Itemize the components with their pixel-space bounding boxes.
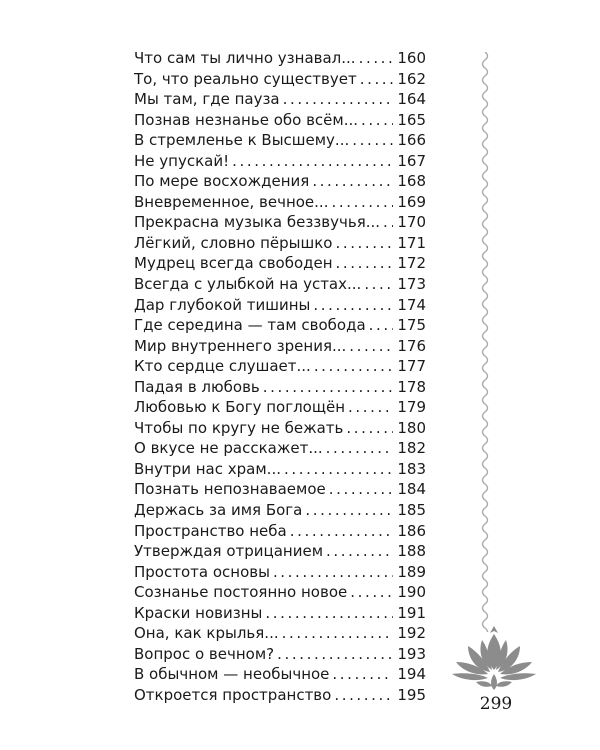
toc-entry [134,603,426,624]
toc-entry-title: Познав незнанье обо всём... [134,110,359,129]
toc-entry-title: Всегда с улыбкой на устах... [134,275,362,294]
toc-entry-title: Мир внутреннего зрения... [134,336,347,355]
toc-entry [134,192,426,213]
toc-entry-page: 189 [397,562,426,581]
toc-leader-dots [350,582,393,603]
toc-leader-dots [326,541,393,562]
toc-entry-title: Внутри нас храм... [134,459,281,478]
toc-leader-dots [263,377,394,398]
toc-leader-dots [359,48,394,69]
toc-entry-title: Мы там, где пауза [134,90,280,109]
toc-entry [134,418,426,439]
toc-leader-dots [326,438,394,459]
page-number: 299 [479,694,513,714]
toc-entry-title: Держась за имя Бога [134,501,303,520]
toc-entry [134,582,426,603]
toc-entry-title: Утверждая отрицанием [134,542,324,561]
toc-leader-dots [277,644,393,665]
toc-entry-title: Мудрец всегда свободен [134,254,333,273]
toc-entry-page: 192 [397,624,426,643]
toc-entry-page: 185 [397,501,426,520]
toc-entry [134,336,426,357]
toc-entry [134,664,426,685]
toc-entry [134,274,426,295]
toc-entry-page: 193 [397,644,426,663]
toc-leader-dots [369,315,394,336]
toc-entry-title: Она, как крылья... [134,624,279,643]
toc-entry [134,562,426,583]
toc-leader-dots [332,664,393,685]
toc-entry-title: В обычном — необычное [134,665,330,684]
toc-entry-title: Где середина — там свобода [134,316,366,335]
toc-entry-title: То, что реально существует [134,69,357,88]
toc-entry-page: 166 [397,131,426,150]
wavy-divider-line [478,52,492,632]
toc-entry-page: 179 [397,398,426,417]
toc-entry-page: 195 [397,685,426,704]
toc-entry-title: Не упускай! [134,151,230,170]
toc-leader-dots [349,336,393,357]
toc-entry [134,438,426,459]
toc-leader-dots [313,295,393,316]
toc-entry [134,377,426,398]
toc-entry-page: 180 [397,418,426,437]
toc-leader-dots [334,685,393,706]
toc-leader-dots [383,212,393,233]
toc-leader-dots [336,253,394,274]
toc-entry [134,685,426,706]
toc-entry [134,479,426,500]
toc-entry-title: В стремленье к Высшему... [134,131,350,150]
toc-entry [134,356,426,377]
toc-entry-page: 160 [397,49,426,67]
toc-entry-title: По мере восхождения [134,172,310,191]
toc-leader-dots [364,274,393,295]
toc-entry [134,48,426,69]
toc-entry [134,459,426,480]
toc-leader-dots [284,459,393,480]
toc-entry-page: 190 [397,583,426,602]
toc-entry-title: Чтобы по кругу не бежать [134,418,344,437]
toc-leader-dots [348,397,393,418]
toc-entry-title: Лёгкий, словно пёрышко [134,233,333,252]
toc-entry-page: 168 [397,172,426,191]
toc-entry-page: 186 [397,521,426,540]
toc-entry-page: 177 [397,357,426,376]
toc-entry-page: 194 [397,665,426,684]
toc-entry [134,171,426,192]
toc-entry-page: 178 [397,377,426,396]
toc-entry-page: 170 [397,213,426,232]
toc-entry [134,151,426,172]
toc-entry-title: Краски новизны [134,603,263,622]
toc-leader-dots [314,356,394,377]
toc-entry [134,69,426,90]
toc-entry-title: Пространство неба [134,521,287,540]
toc-entry-page: 165 [397,110,426,129]
toc-leader-dots [283,89,394,110]
toc-entry [134,397,426,418]
table-of-contents [134,48,426,706]
toc-entry-title: Падая в любовь [134,377,260,396]
toc-entry-title: Сознанье постоянно новое [134,583,348,602]
toc-entry-page: 182 [397,439,426,458]
toc-entry-title: Вневременное, вечное... [134,192,329,211]
toc-leader-dots [290,521,394,542]
toc-entry-page: 164 [397,90,426,109]
toc-entry [134,500,426,521]
toc-entry-title: Прекрасна музыка беззвучья... [134,213,381,232]
toc-leader-dots [265,603,393,624]
toc-entry-page: 171 [397,233,426,252]
toc-entry [134,295,426,316]
toc-leader-dots [335,233,393,254]
toc-entry-page: 167 [397,151,426,170]
toc-entry [134,89,426,110]
toc-entry-page: 184 [397,480,426,499]
toc-leader-dots [273,562,393,583]
toc-entry-page: 172 [397,254,426,273]
lotus-icon [452,626,536,690]
toc-entry-page: 162 [397,69,426,88]
toc-entry-page: 169 [397,192,426,211]
toc-leader-dots [361,110,393,131]
toc-leader-dots [360,69,394,90]
toc-leader-dots [352,130,393,151]
toc-entry [134,233,426,254]
toc-entry-page: 188 [397,542,426,561]
toc-entry [134,623,426,644]
toc-entry [134,130,426,151]
toc-entry-title: Кто сердце слушает... [134,357,311,376]
toc-entry-title: Любовью к Богу поглощён [134,398,346,417]
toc-leader-dots [346,418,393,439]
toc-entry [134,110,426,131]
toc-leader-dots [329,479,394,500]
toc-entry-title: Дар глубокой тишины [134,295,311,314]
toc-entry-page: 174 [397,295,426,314]
toc-entry-page: 175 [397,316,426,335]
toc-entry-title: О вкусе не расскажет... [134,439,323,458]
toc-entry-title: Откроется пространство [134,685,332,704]
toc-leader-dots [305,500,393,521]
toc-leader-dots [312,171,393,192]
toc-entry-page: 173 [397,275,426,294]
toc-entry-page: 176 [397,336,426,355]
toc-entry-page: 183 [397,459,426,478]
toc-entry [134,644,426,665]
toc-entry-title: Что сам ты лично узнавал... [134,49,356,67]
toc-entry [134,253,426,274]
toc-entry-page: 191 [397,603,426,622]
toc-entry [134,212,426,233]
toc-entry [134,315,426,336]
toc-entry-title: Простота основы [134,562,270,581]
toc-leader-dots [282,623,394,644]
toc-entry [134,521,426,542]
toc-entry-title: Вопрос о вечном? [134,644,275,663]
toc-leader-dots [232,151,393,172]
toc-entry [134,541,426,562]
toc-leader-dots [331,192,393,213]
toc-entry-title: Познать непознаваемое [134,480,326,499]
